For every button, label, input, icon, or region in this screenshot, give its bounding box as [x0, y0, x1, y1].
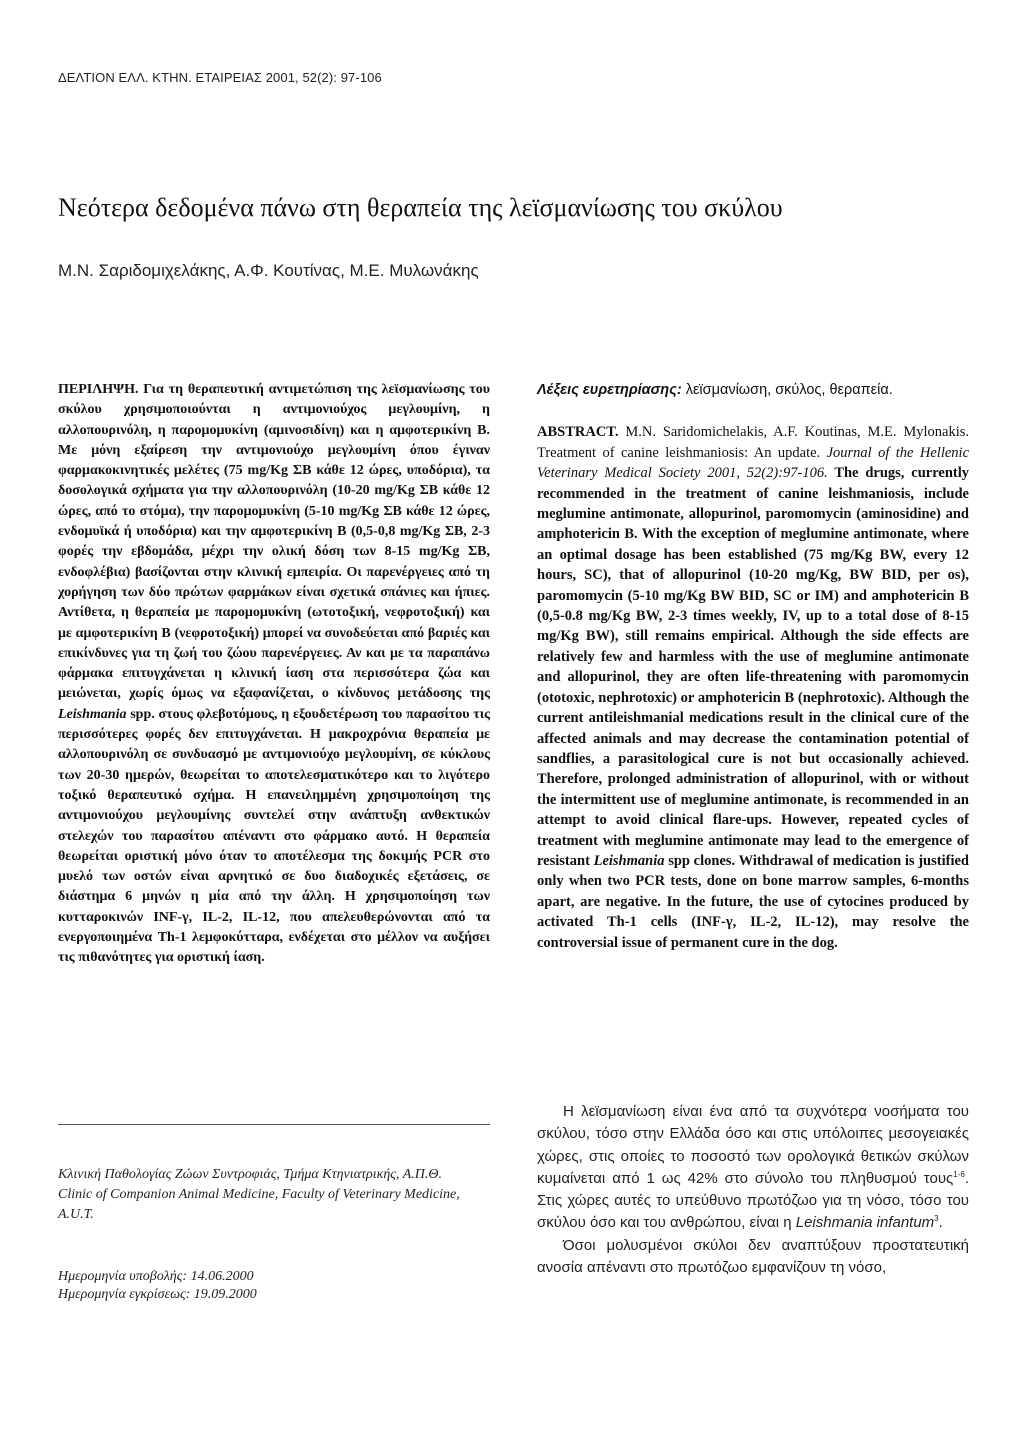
date-submitted: Ημερομηνία υποβολής: 14.06.2000: [58, 1269, 254, 1284]
keywords: [537, 380, 969, 400]
abstract-text: The drugs, currently recommended in the treatment of canine leishmaniosis, include meglumine antimonate, allopurinol, paromomycin (aminosidine) and amphotericin B. With the exception of meglumine antimonate, where an optimal dosage has been established (75 mg/Kg BW, every 12 hours, SC), that of allopurinol (10-20 mg/Kg, BW BID, per os), paromomycin (5-10 mg/Kg BW BID, SC or IM) and amphotericin B (0,5-0.8 mg/Kg BW, 2-3 times weekly, IV, up to a total dose of 8-15 mg/Kg BW), still remains empirical. Although the side effects are relatively few and harmless with the use of meglumine antimonate and allopurinol, they are often life-threatening with paromomycin (ototoxic, nephrotoxic) or amphotericin B (nephrotoxic). Although the current antileishmanial medications result in the clinical cure of the affected animals and may decrease the contamination potential of sandflies, a parasitological cure is not but occasionally achieved. Therefore, prolonged administration of allopurinol, with or without the intermittent use of meglumine antimonate, is recommended in an attempt to avoid clinical flare-ups. However, repeated cycles of treatment with meglumine antimonate may lead to the emergence of resistant: [537, 465, 969, 869]
journal-header: ΔΕΛΤΙΟΝ ΕΛΛ. ΚΤΗΝ. ΕΤΑΙΡΕΙΑΣ 2001, 52(2): 97-106: [58, 70, 382, 85]
date-accepted: Ημερομηνία εγκρίσεως: 19.09.2000: [58, 1287, 257, 1302]
abstract-label: ABSTRACT.: [537, 424, 619, 441]
article-title: Νεότερα δεδομένα πάνω στη θεραπεία της λεϊσμανίωσης του σκύλου: [58, 193, 783, 222]
affiliation: [58, 1165, 498, 1225]
abstract-citation: Journal of the Hellenic Veterinary Medical Society 2001, 52(2):97-106.: [537, 444, 970, 482]
keywords-label: Λέξεις ευρετηρίασης:: [537, 382, 682, 398]
greek-summary: [58, 380, 490, 969]
body-paragraph-1: [537, 1101, 969, 1235]
abstract-italic-term: Leishmania: [593, 852, 665, 869]
body-p1-mid: . Στις χώρες αυτές το υπεύθυνο πρωτόζωο για τη νόσο, τόσο του σκύλου όσο και του ανθρώπου, είναι η: [537, 1169, 969, 1232]
body-p1-italic: Leishmania infantum: [795, 1214, 935, 1232]
keywords-value: λεϊσμανίωση, σκύλος, θεραπεία.: [681, 382, 893, 398]
authors: Μ.Ν. Σαριδομιχελάκης, Α.Φ. Κουτίνας, Μ.Ε. Μυλωνάκης: [58, 261, 479, 280]
affiliation-english: Clinic of Companion Animal Medicine, Faculty of Veterinary Medicine, A.U.T.: [58, 1187, 460, 1222]
summary-text-after: spp. στους φλεβοτόμους, η εξουδετέρωση του παρασίτου τις περισσότερες φορές δεν επιτυγχάνεται. Η μακροχρόνια θεραπεία με αλλοπουρινόλη σε συνδυασμό με αντιμονιούχο μεγλουμίνη, σε κύκλους των 20-30 ημερών, θεωρείται το αποτελεσματικότερο και το λιγότερο τοξικό θεραπευτικό σχήμα. Η επανειλημμένη χρησιμοποίηση της αντιμονιούχου μεγλουμίνης συντελεί στην ανάπτυξη ανθεκτικών στελεχών του παρασίτου απέναντι στο φάρμακο αυτό. Η θεραπεία θεωρείται οριστική μόνο όταν το αποτέλεσμα της δοκιμής PCR στο μυελό των οστών είναι αρνητικό σε δυο διαδοχικές εξετάσεις, σε διάστημα 6 μηνών η μία από την άλλη. Η χρησιμοποίηση των κυτταροκινών INF-γ, IL-2, IL-12, που απελευθερώνονται από τα ενεργοποιημένα Th-1 λεμφοκύτταρα, ενδέχεται στο μέλλον να αυξήσει τις πιθανότητες για οριστική ίαση.: [58, 706, 490, 966]
reference-1-6: 1-6: [953, 1169, 965, 1179]
right-column-abstract: [537, 380, 969, 953]
body-text: [537, 1101, 969, 1279]
summary-italic-term: Leishmania: [58, 706, 127, 722]
reference-3: 3: [934, 1214, 939, 1224]
footnote-divider: [58, 1124, 490, 1125]
body-p1-start: Η λεϊσμανίωση είναι ένα από τα συχνότερα νοσήματα του σκύλου, τόσο στην Ελλάδα όσο και στις υπόλοιπες μεσογειακές χώρες, στις οποίες το ποσοστό των ορολογικά θετικών σκύλων κυμαίνεται από 1 ως 42% στο σύνολο του πληθυσμού τους: [537, 1103, 969, 1187]
abstract-authors: M.N. Saridomichelakis, A.F. Koutinas, M.E. Mylonakis. Treatment of canine leishmaniosis: An update.: [537, 424, 969, 461]
summary-text: ΠΕΡΙΛΗΨΗ. Για τη θεραπευτική αντιμετώπιση της λεϊσμανίωσης του σκύλου χρησιμοποιούνται η αντιμονιούχος μεγλουμίνη, η αλλοπουρινόλη, η παρομομυκίνη (αμινοσιδίνη) και η αμφοτερικίνη Β. Με μόνη εξαίρεση την αντιμονιούχο μεγλουμίνη όπου έγιναν φαρμακοκινητικές μελέτες (75 mg/Kg ΣΒ κάθε 12 ώρες, υποδόρια), τα δοσολογικά σχήματα για την αλλοπουρινόλη (10-20 mg/Kg ΣΒ κάθε 12 ώρες, από το στόμα), την παρομομυκίνη (5-10 mg/Kg ΣΒ κάθε 12 ώρες, ενδομυϊκά ή υποδόρια) και την αμφοτερικίνη Β (0,5-0,8 mg/Kg ΣΒ, 2-3 φορές την εβδομάδα, μέχρι την ολική δόση των 8-15 mg/Kg ΣΒ, ενδοφλέβια) βασίζονται στην κλινική εμπειρία. Οι παρενέργειες από τη χορήγηση των δύο πρώτων φαρμάκων είναι σχετικά σπάνιες και ήπιες. Αντίθετα, η θεραπεία με παρομομυκίνη (ωτοτοξική, νεφροτοξική) και με αμφοτερικίνη Β (νεφροτοξική) μπορεί να συνοδεύεται από βαριές και επικίνδυνες για τη ζωή του ζώου παρενέργειες. Αν και με τα παραπάνω φάρμακα επιτυγχάνεται η κλινική ίαση στα περισσότερα ζώα και μειώνεται, χωρίς όμως να εξαφανίζεται, ο κίνδυνος μετάδοσης της: [58, 382, 490, 702]
body-paragraph-2: Όσοι μολυσμένοι σκύλοι δεν αναπτύξουν προστατευτική ανοσία απέναντι στο πρωτόζωο εμφανίζουν τη νόσο,: [537, 1236, 969, 1277]
affiliation-greek: Κλινική Παθολογίας Ζώων Συντροφιάς, Τμήμα Κτηνιατρικής, Α.Π.Θ.: [58, 1167, 442, 1182]
dates: [58, 1268, 488, 1304]
abstract-text-after: spp clones. Withdrawal of medication is justified only when two PCR tests, done on bone marrow samples, 6-months apart, are negative. In the future, the use of cytocines produced by activated Th-1 cells (INF-γ, IL-2, IL-12), may resolve the controversial issue of permanent cure in the dog.: [537, 852, 969, 951]
english-abstract: [537, 422, 969, 953]
body-p1-end: .: [938, 1214, 943, 1232]
